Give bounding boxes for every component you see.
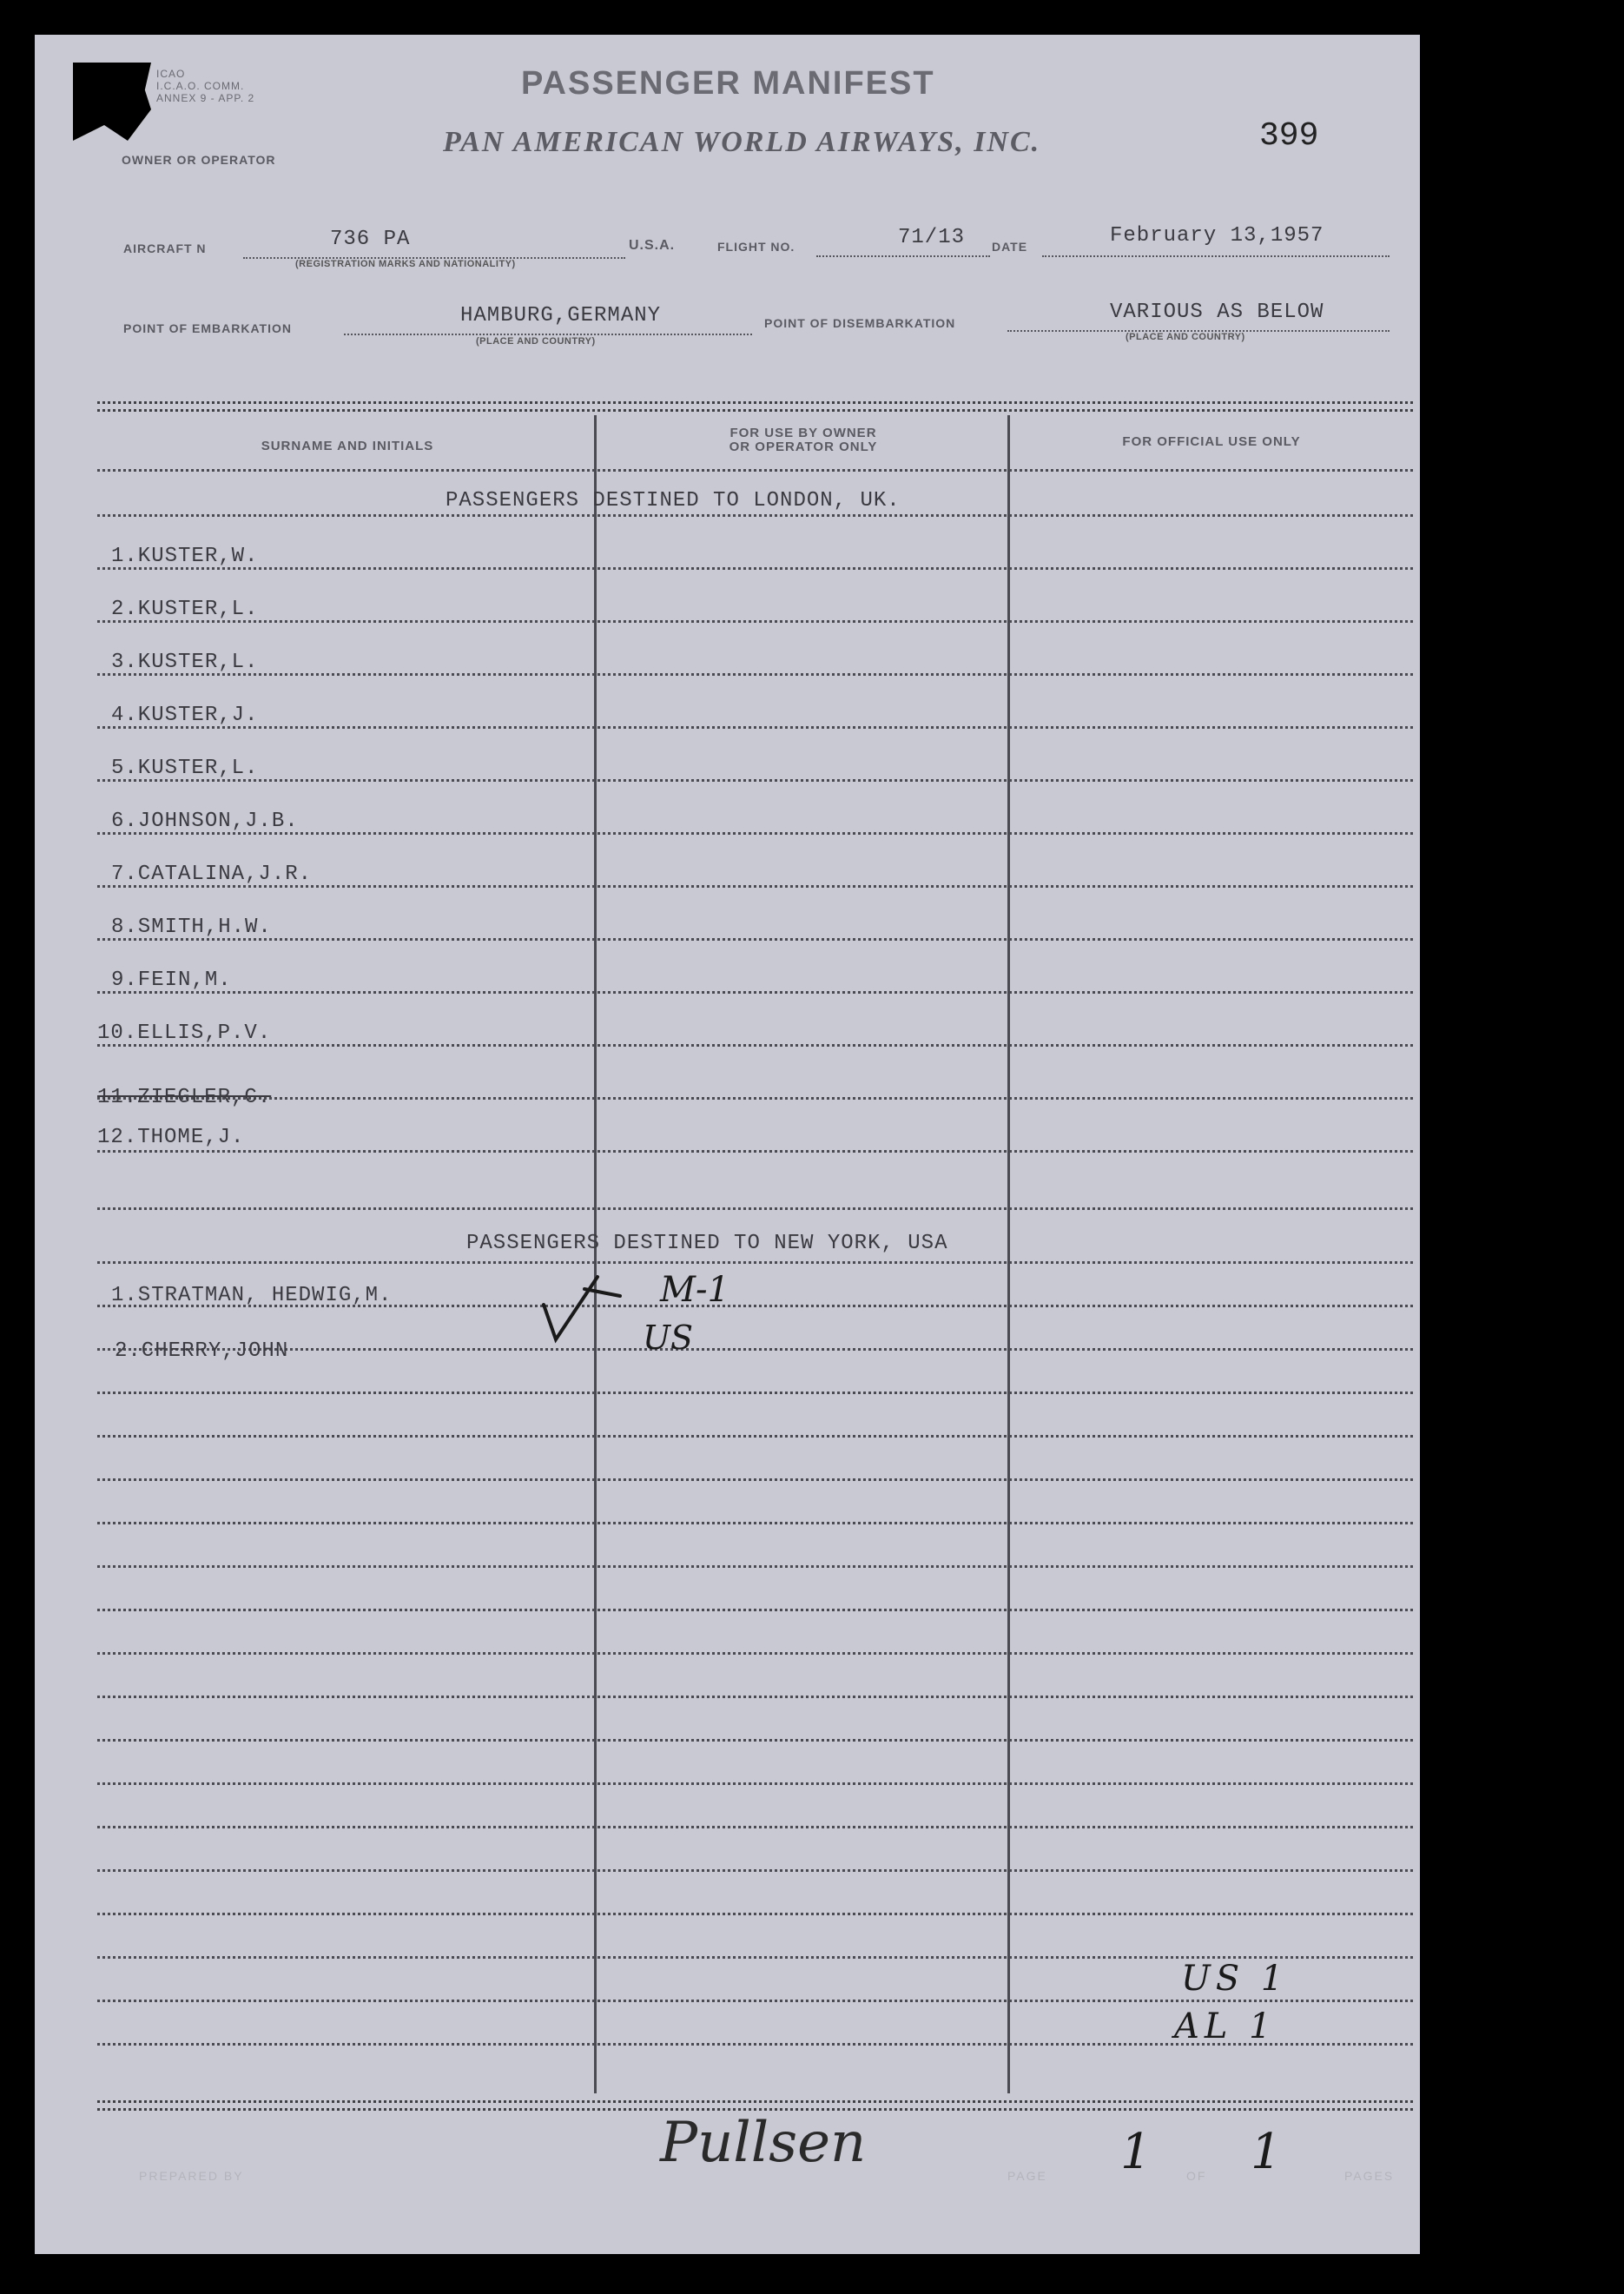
form-rule [97, 1435, 1413, 1438]
form-rule [97, 620, 1413, 623]
passenger-row: 5.KUSTER,L. [111, 757, 259, 780]
form-rule [97, 1348, 1413, 1351]
form-rule [97, 1609, 1413, 1611]
country-label: U.S.A. [629, 238, 676, 253]
header-rule [97, 469, 1413, 472]
form-rule [97, 938, 1413, 941]
prepared-by-label: PREPARED BY [139, 2169, 244, 2183]
form-rule [97, 1565, 1413, 1568]
airline-name: PAN AMERICAN WORLD AIRWAYS, INC. [443, 126, 1041, 158]
aircraft-caption: (REGISTRATION MARKS AND NATIONALITY) [295, 259, 516, 269]
of-value: 1 [1251, 2124, 1282, 2180]
form-rule [97, 1150, 1413, 1153]
form-rule [97, 1478, 1413, 1481]
embark-line [344, 334, 752, 335]
form-rule [97, 1261, 1413, 1264]
form-rule [97, 1869, 1413, 1872]
page-label: PAGE [1007, 2169, 1047, 2183]
check-mark-icon [537, 1270, 632, 1357]
col-owner-heading-1: FOR USE BY OWNER [729, 426, 877, 440]
date-label: DATE [992, 240, 1028, 254]
form-rule [97, 1782, 1413, 1785]
form-rule [97, 1652, 1413, 1655]
passenger-row: 1.STRATMAN, HEDWIG,M. [111, 1284, 393, 1307]
page-number: 399 [1259, 117, 1319, 155]
table-top-rule [97, 401, 1413, 412]
form-rule [97, 726, 1413, 729]
date-value: February 13,1957 [1110, 224, 1324, 248]
flight-label: FLIGHT NO. [717, 240, 795, 254]
note-us: US [643, 1319, 694, 1357]
disembark-label: POINT OF DISEMBARKATION [764, 316, 956, 330]
form-rule [97, 779, 1413, 782]
table-bottom-rule [97, 2100, 1413, 2111]
form-rule [97, 1739, 1413, 1742]
form-rule [97, 991, 1413, 994]
page-title: PASSENGER MANIFEST [521, 65, 935, 102]
passenger-row: 10.ELLIS,P.V. [97, 1021, 272, 1045]
note-m1: M-1 [660, 1270, 729, 1310]
passenger-row: 12.THOME,J. [97, 1126, 245, 1149]
disembark-caption: (PLACE AND COUNTRY) [1126, 332, 1245, 342]
owner-label: OWNER OR OPERATOR [122, 153, 276, 167]
form-rule [97, 1696, 1413, 1698]
form-rule [97, 1392, 1413, 1394]
form-rule [97, 1522, 1413, 1524]
tally-us: US 1 [1181, 1959, 1289, 1999]
embark-value: HAMBURG,GERMANY [460, 304, 662, 327]
embark-caption: (PLACE AND COUNTRY) [476, 336, 596, 347]
tally-al: AL 1 [1174, 2006, 1277, 2046]
passenger-row: 2.CHERRY,JOHN [115, 1339, 289, 1363]
passenger-row: 4.KUSTER,J. [111, 704, 259, 727]
group-heading-london: PASSENGERS DESTINED TO LONDON, UK. [446, 489, 901, 512]
form-rule [97, 1097, 1413, 1100]
of-label: OF [1186, 2169, 1207, 2183]
col-name-heading: SURNAME AND INITIALS [261, 439, 434, 453]
col-divider-2 [1007, 415, 1010, 2093]
form-rule [97, 567, 1413, 570]
form-rule [97, 673, 1413, 676]
passenger-row: 7.CATALINA,J.R. [111, 863, 313, 886]
aircraft-label: AIRCRAFT N [123, 241, 207, 255]
passenger-row: 6.JOHNSON,J.B. [111, 810, 299, 833]
disembark-value: VARIOUS AS BELOW [1110, 301, 1324, 324]
form-ref-2: I.C.A.O. COMM. [156, 80, 245, 92]
passenger-row-struck: 11.ZIEGLER,C. [97, 1086, 272, 1109]
passenger-row: 1.KUSTER,W. [111, 545, 259, 568]
form-ref-3: ANNEX 9 - APP. 2 [156, 92, 255, 104]
pages-label: PAGES [1344, 2169, 1395, 2183]
flight-value: 71/13 [898, 226, 966, 249]
form-rule [97, 1826, 1413, 1828]
passenger-row: 2.KUSTER,L. [111, 598, 259, 621]
form-rule [97, 1044, 1413, 1047]
group-heading-new-york: PASSENGERS DESTINED TO NEW YORK, USA [466, 1232, 948, 1255]
col-official-heading: FOR OFFICIAL USE ONLY [1122, 434, 1301, 449]
passenger-row: 9.FEIN,M. [111, 969, 232, 992]
form-rule [97, 2000, 1413, 2002]
form-rule [97, 1207, 1413, 1210]
signature: Pullsen [660, 2111, 867, 2175]
embark-label: POINT OF EMBARKATION [123, 321, 292, 335]
page-value: 1 [1120, 2124, 1152, 2180]
date-line [1042, 255, 1390, 257]
passenger-row: 8.SMITH,H.W. [111, 916, 272, 939]
aircraft-value: 736 PA [330, 228, 411, 251]
form-rule [97, 1913, 1413, 1915]
flight-line [816, 255, 990, 257]
form-ref-1: ICAO [156, 68, 186, 80]
col-owner-heading-2: OR OPERATOR ONLY [729, 440, 878, 454]
passenger-row: 3.KUSTER,L. [111, 651, 259, 674]
form-rule [97, 514, 1413, 517]
